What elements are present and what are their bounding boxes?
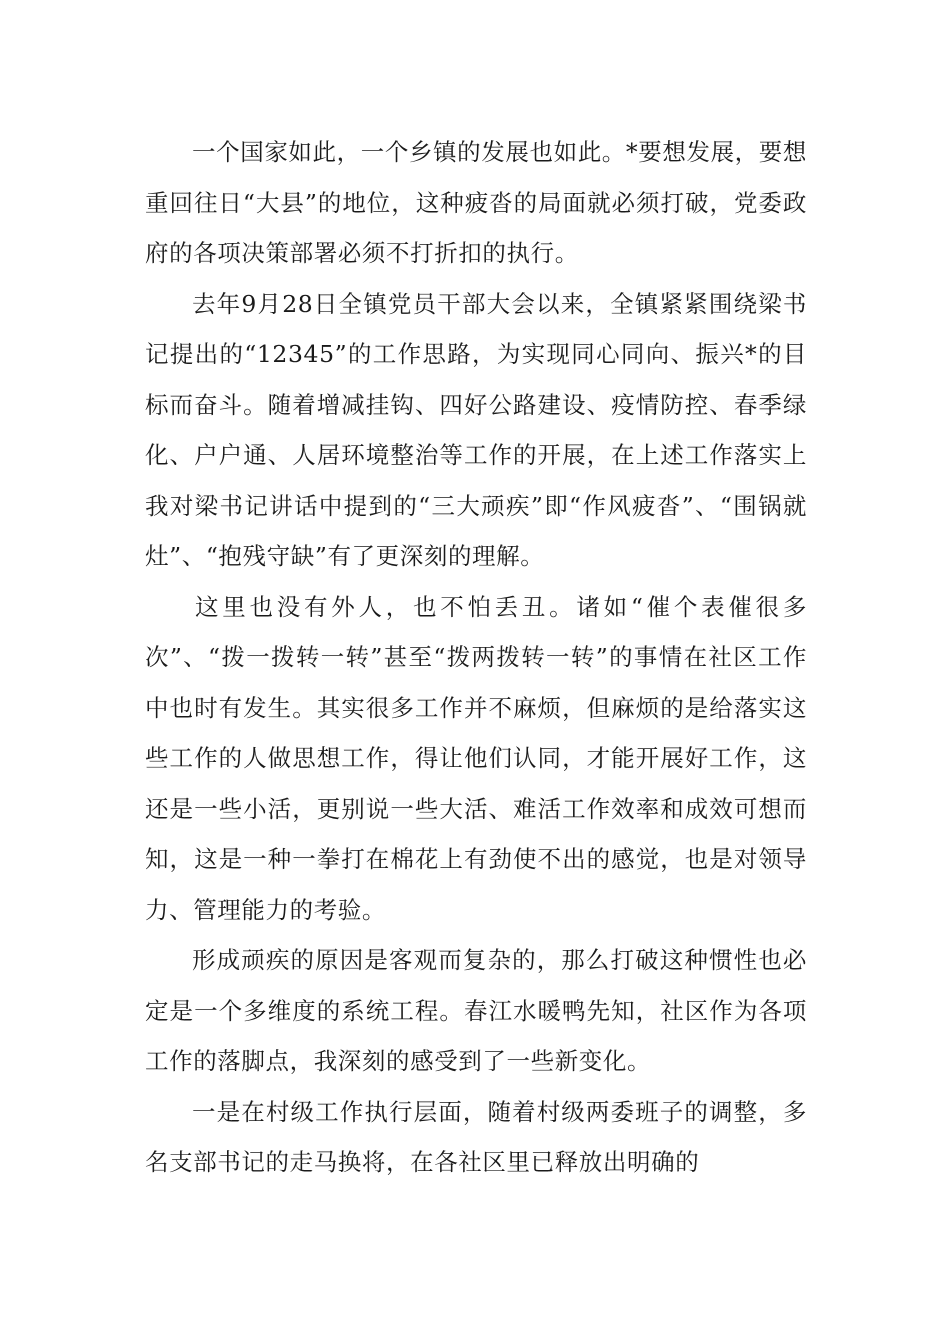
paragraph-5: 一是在村级工作执行层面，随着村级两委班子的调整，多名支部书记的走马换将，在各社区里已释放出明确的 bbox=[145, 1097, 807, 1176]
document-body bbox=[145, 127, 807, 1188]
paragraph-4: 形成顽疾的原因是客观而复杂的，那么打破这种惯性也必定是一个多维度的系统工程。春江水暖鸭先知，社区作为各项工作的落脚点，我深刻的感受到了一些新变化。 bbox=[145, 946, 807, 1075]
paragraph-1: 一个国家如此，一个乡镇的发展也如此。*要想发展，要想重回往日“大县”的地位，这种疲沓的局面就必须打破，党委政府的各项决策部署必须不打折扣的执行。 bbox=[145, 138, 807, 267]
paragraph-2: 去年9月28日全镇党员干部大会以来，全镇紧紧围绕梁书记提出的“12345”的工作思路，为实现同心同向、振兴*的目标而奋斗。随着增减挂钩、四好公路建设、疫情防控、春季绿化、户户通、人居环境整治等工作的开展，在上述工作落实上我对梁书记讲话中提到的“三大顽疾”即“作风疲沓”、“围锅就灶”、“抱残守缺”有了更深刻的理解。 bbox=[145, 289, 807, 570]
paragraph-3: 这里也没有外人，也不怕丢丑。诸如“催个表催很多次”、“拨一拨转一转”甚至“拨两拨转一转”的事情在社区工作中也时有发生。其实很多工作并不麻烦，但麻烦的是给落实这些工作的人做思想工作，得让他们认同，才能开展好工作，这还是一些小活，更别说一些大活、难活工作效率和成效可想而知，这是一种一拳打在棉花上有劲使不出的感觉，也是对领导力、管理能力的考验。 bbox=[145, 592, 807, 924]
